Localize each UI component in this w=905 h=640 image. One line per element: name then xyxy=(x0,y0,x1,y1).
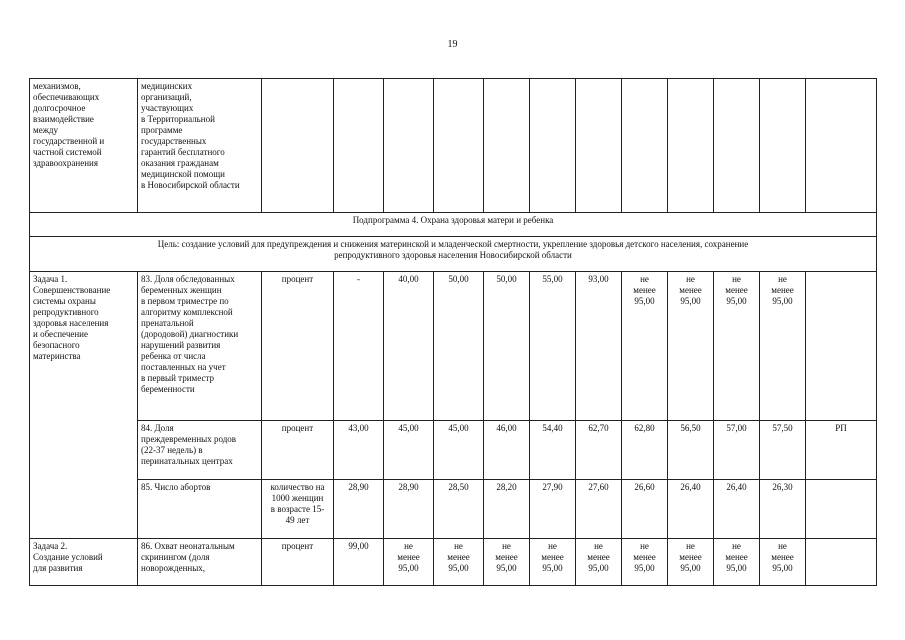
value-cell: 27,90 xyxy=(530,480,576,539)
value-cell xyxy=(622,79,668,213)
value-cell: 26,60 xyxy=(622,480,668,539)
value-cell: не менее 95,00 xyxy=(622,539,668,586)
value-cell: 50,00 xyxy=(484,272,530,421)
indicator-cell: 84. Доля преждевременных родов (22-37 недель) в перинатальных центрах xyxy=(138,421,262,480)
unit-cell: количество на 1000 женщин в возрасте 15- 49 лет xyxy=(262,480,334,539)
value-cell: не менее 95,00 xyxy=(760,539,806,586)
value-cell xyxy=(760,79,806,213)
value-cell: 62,70 xyxy=(576,421,622,480)
value-cell: не менее 95,00 xyxy=(384,539,434,586)
value-cell xyxy=(714,79,760,213)
indicator-cell: 85. Число абортов xyxy=(138,480,262,539)
unit-cell xyxy=(262,79,334,213)
table-row xyxy=(30,480,877,539)
indicators-table xyxy=(29,78,877,586)
value-cell: не менее 95,00 xyxy=(622,272,668,421)
note-cell xyxy=(806,79,877,213)
value-cell xyxy=(434,79,484,213)
value-cell xyxy=(484,79,530,213)
value-cell: 26,40 xyxy=(668,480,714,539)
goal-text: Цель: создание условий для предупреждения и снижения материнской и младенческой смертности, укрепление здоровья детского населения, сохранение репродуктивного здоровья населения Новосибирской области xyxy=(30,237,877,272)
value-cell: 62,80 xyxy=(622,421,668,480)
value-cell: 43,00 xyxy=(334,421,384,480)
value-cell: 28,90 xyxy=(334,480,384,539)
indicator-cell: 86. Охват неонатальным скринингом (доля новорожденных, xyxy=(138,539,262,586)
value-cell: 26,40 xyxy=(714,480,760,539)
value-cell: 57,00 xyxy=(714,421,760,480)
indicator-cell: 83. Доля обследованных беременных женщин в первом триместре по алгоритму комплексной пренатальной (дородовой) диагностики нарушений развития ребенка от числа поставленных на учет в первый триместр беременности xyxy=(138,272,262,421)
note-cell xyxy=(806,272,877,421)
unit-cell: процент xyxy=(262,272,334,421)
value-cell: не менее 95,00 xyxy=(714,272,760,421)
table-row xyxy=(30,421,877,480)
value-cell: - xyxy=(334,272,384,421)
note-cell xyxy=(806,539,877,586)
value-cell: 50,00 xyxy=(434,272,484,421)
page-number: 19 xyxy=(447,39,458,50)
task-cell: механизмов, обеспечивающих долгосрочное взаимодействие между государственной и частной системой здравоохранения xyxy=(30,79,138,213)
value-cell: 26,30 xyxy=(760,480,806,539)
value-cell: 54,40 xyxy=(530,421,576,480)
value-cell: 45,00 xyxy=(384,421,434,480)
value-cell: 57,50 xyxy=(760,421,806,480)
task-cell: Задача 1. Совершенствование системы охраны репродуктивного здоровья населения и обеспечение безопасного материнства xyxy=(30,272,138,539)
value-cell xyxy=(668,79,714,213)
value-cell: 45,00 xyxy=(434,421,484,480)
table-row xyxy=(30,539,877,586)
table-row xyxy=(30,272,877,421)
unit-cell: процент xyxy=(262,539,334,586)
value-cell: 46,00 xyxy=(484,421,530,480)
value-cell: 40,00 xyxy=(384,272,434,421)
indicator-cell: медицинских организаций, участвующих в Территориальной программе государственных гарантий бесплатного оказания гражданам медицинской помощи в Новосибирской области xyxy=(138,79,262,213)
value-cell xyxy=(384,79,434,213)
value-cell xyxy=(576,79,622,213)
value-cell: не менее 95,00 xyxy=(714,539,760,586)
note-cell: РП xyxy=(806,421,877,480)
value-cell: не менее 95,00 xyxy=(760,272,806,421)
value-cell: 28,90 xyxy=(384,480,434,539)
value-cell: не менее 95,00 xyxy=(668,272,714,421)
task-cell: Задача 2. Создание условий для развития xyxy=(30,539,138,586)
value-cell: 28,20 xyxy=(484,480,530,539)
value-cell: не менее 95,00 xyxy=(530,539,576,586)
value-cell: 27,60 xyxy=(576,480,622,539)
value-cell: 55,00 xyxy=(530,272,576,421)
goal-row xyxy=(30,237,877,272)
value-cell xyxy=(334,79,384,213)
note-cell xyxy=(806,480,877,539)
value-cell: не менее 95,00 xyxy=(668,539,714,586)
subprogram-row xyxy=(30,213,877,237)
value-cell: 93,00 xyxy=(576,272,622,421)
value-cell: 28,50 xyxy=(434,480,484,539)
value-cell: не менее 95,00 xyxy=(576,539,622,586)
unit-cell: процент xyxy=(262,421,334,480)
value-cell: не менее 95,00 xyxy=(484,539,530,586)
subprogram-title: Подпрограмма 4. Охрана здоровья матери и ребенка xyxy=(30,213,877,237)
value-cell: 99,00 xyxy=(334,539,384,586)
value-cell xyxy=(530,79,576,213)
value-cell: 56,50 xyxy=(668,421,714,480)
table-row xyxy=(30,79,877,213)
value-cell: не менее 95,00 xyxy=(434,539,484,586)
